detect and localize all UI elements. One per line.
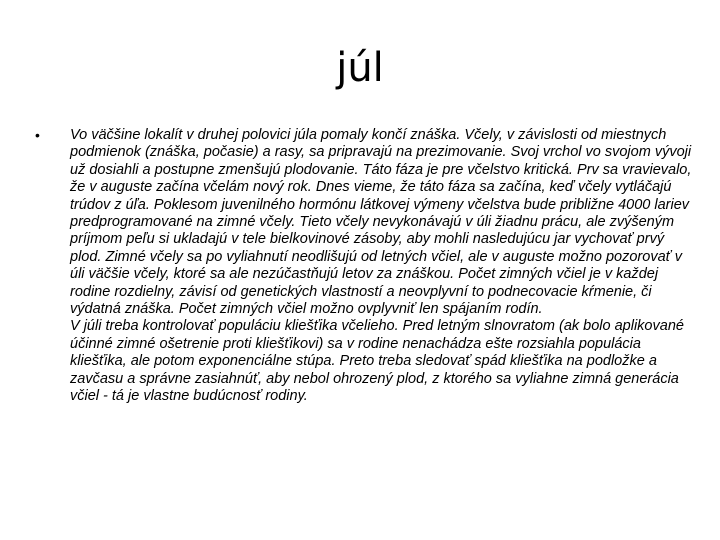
bullet-item [30, 127, 698, 406]
bullet-paragraph-1: Vo väčšine lokalít v druhej polovici júla pomaly končí znáška. Včely, v závislosti od miestnych podmienok (znáška, počasie) a rasy, sa pripravajú na prezimovanie. Svoj vrchol vo svojom vývoji už dosiahli a postupne zmenšujú plodovanie. Táto fáza je pre včelstvo kritická. Prv sa vravievalo, že v auguste začína včelám nový rok. Dnes vieme, že táto fáza sa začína, keď včely vytláčajú trúdov z úľa. Poklesom juvenilného hormónu látkovej výmeny včelstva bude približne 4000 lariev predprogramované na zimné včely. Tieto včely nevykonávajú v úli žiadnu prácu, ale zvýšeným príjmom peľu si ukladajú v tele bielkovinové zásoby, aby mohli nasledujúcu jar vychovať prvý plod. Zimné včely sa po vyliahnutí neodlišujú od letných včiel, ale v auguste možno pozorovať v úli väčšie včely, ktoré sa ale nezúčastňujú letov za znáškou. Počet zimných včiel je v každej rodine rozdielny, závisí od genetických vlastností a neovplyvní to podnecovacie kŕmenie, či výdatná znáška. Počet zimných včiel možno ovplyvniť len spájaním rodín. [70, 127, 692, 318]
slide-title: júl [336, 45, 384, 91]
bullet-list [30, 127, 698, 406]
bullet-paragraph-2: V júli treba kontrolovať populáciu kliešťika včelieho. Pred letným slnovratom (ak bolo aplikované účinné zimné ošetrenie proti kliešťikovi) sa v rodine nenachádza ešte rozsiahla populácia kliešťika, ale potom exponenciálne stúpa. Preto treba sledovať spád kliešťika na podložke a zavčasu a správne zasiahnúť, aby nebol ohrozený plod, z ktorého sa vyliahne zimná generácia včiel - tá je vlastne budúcnosť rodiny. [70, 318, 684, 405]
bullet-dot-icon: • [35, 127, 40, 143]
